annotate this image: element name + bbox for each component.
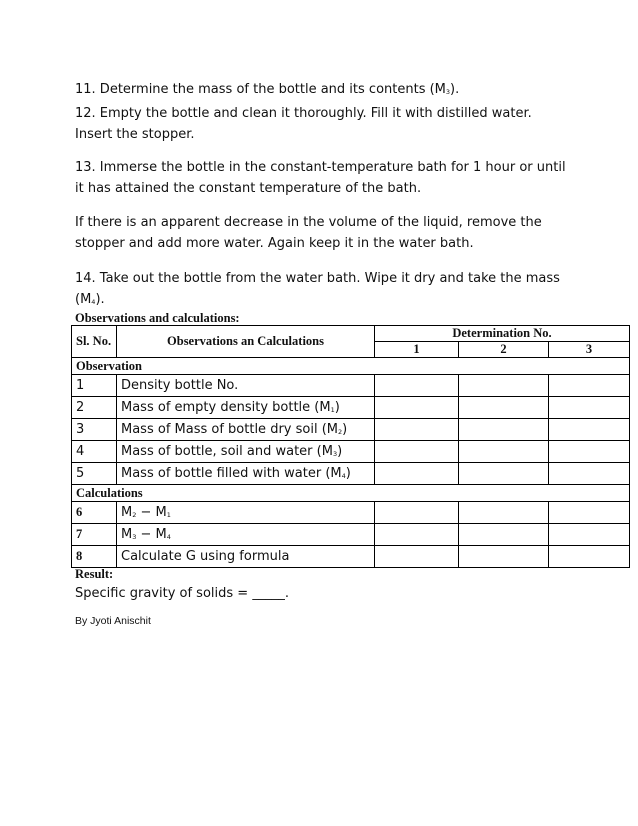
table-row [72,375,630,397]
note-paragraph [75,212,575,254]
row-label: Mass of bottle, soil and water $(M_3)$ [117,441,375,463]
value-cell[interactable] [375,463,459,485]
header-det-1: 1 [375,342,459,358]
result-text: Specific gravity of solids = _____. [75,586,289,601]
value-cell[interactable] [459,441,549,463]
step-13-line-2: it has attained the constant temperature of the bath. [75,181,422,196]
row-label: $M_2 - M_1$ [117,502,375,524]
row-number: 1 [72,375,117,397]
step-12-line-1: 12. Empty the bottle and clean it thoroughly. Fill it with distilled water. [75,106,532,121]
observations-table [71,325,630,568]
row-number: 4 [72,441,117,463]
table-row [72,397,630,419]
author-credit: By Jyoti Anischit [75,615,151,627]
value-cell[interactable] [549,419,630,441]
row-number: 5 [72,463,117,485]
table-header-row-1 [72,326,630,342]
value-cell[interactable] [549,441,630,463]
value-cell[interactable] [459,524,549,546]
section-calculations-label: Calculations [72,485,630,502]
value-cell[interactable] [375,441,459,463]
note-line-2: stopper and add more water. Again keep it in the water bath. [75,236,474,251]
value-cell[interactable] [375,375,459,397]
steps-11-12 [75,79,575,145]
table-row [72,546,630,568]
table-row [72,524,630,546]
section-observation-label: Observation [72,358,630,375]
value-cell[interactable] [459,463,549,485]
step-14-line-1: 14. Take out the bottle from the water bath. Wipe it dry and take the mass [75,271,560,286]
table-row [72,441,630,463]
row-number: 7 [72,524,117,546]
step-12-line-2: Insert the stopper. [75,127,195,142]
row-label: Mass of Mass of bottle dry soil $(M_2)$ [117,419,375,441]
row-label: $M_3 - M_4$ [117,524,375,546]
step-13-line-1: 13. Immerse the bottle in the constant-temperature bath for 1 hour or until [75,160,566,175]
value-cell[interactable] [549,546,630,568]
value-cell[interactable] [375,502,459,524]
header-determination: Determination No. [375,326,630,342]
step-11: 11. Determine the mass of the bottle and its contents $(M_3)$. [75,82,460,97]
table-row [72,502,630,524]
header-slno: Sl. No. [72,326,117,358]
step-14 [75,268,575,313]
observations-heading: Observations and calculations: [75,311,240,325]
note-line-1: If there is an apparent decrease in the volume of the liquid, remove the [75,215,542,230]
value-cell[interactable] [459,419,549,441]
header-observations: Observations an Calculations [117,326,375,358]
row-label: Calculate G using formula [117,546,375,568]
value-cell[interactable] [459,375,549,397]
value-cell[interactable] [459,502,549,524]
row-number: 3 [72,419,117,441]
row-number: 8 [72,546,117,568]
value-cell[interactable] [375,546,459,568]
header-det-3: 3 [549,342,630,358]
step-14-line-2: $(M_4)$. [75,292,105,307]
table-row [72,463,630,485]
row-number: 2 [72,397,117,419]
value-cell[interactable] [375,397,459,419]
row-label: Density bottle No. [117,375,375,397]
row-number: 6 [72,502,117,524]
value-cell[interactable] [549,524,630,546]
value-cell[interactable] [549,375,630,397]
value-cell[interactable] [549,397,630,419]
value-cell[interactable] [549,463,630,485]
result-heading: Result: [75,567,114,581]
value-cell[interactable] [459,546,549,568]
row-label: Mass of bottle filled with water $(M_4)$ [117,463,375,485]
value-cell[interactable] [549,502,630,524]
section-row-calculations [72,485,630,502]
row-label: Mass of empty density bottle $(M_1)$ [117,397,375,419]
value-cell[interactable] [375,524,459,546]
header-det-2: 2 [459,342,549,358]
table-row [72,419,630,441]
section-row-observation [72,358,630,375]
value-cell[interactable] [459,397,549,419]
value-cell[interactable] [375,419,459,441]
step-13 [75,157,575,199]
